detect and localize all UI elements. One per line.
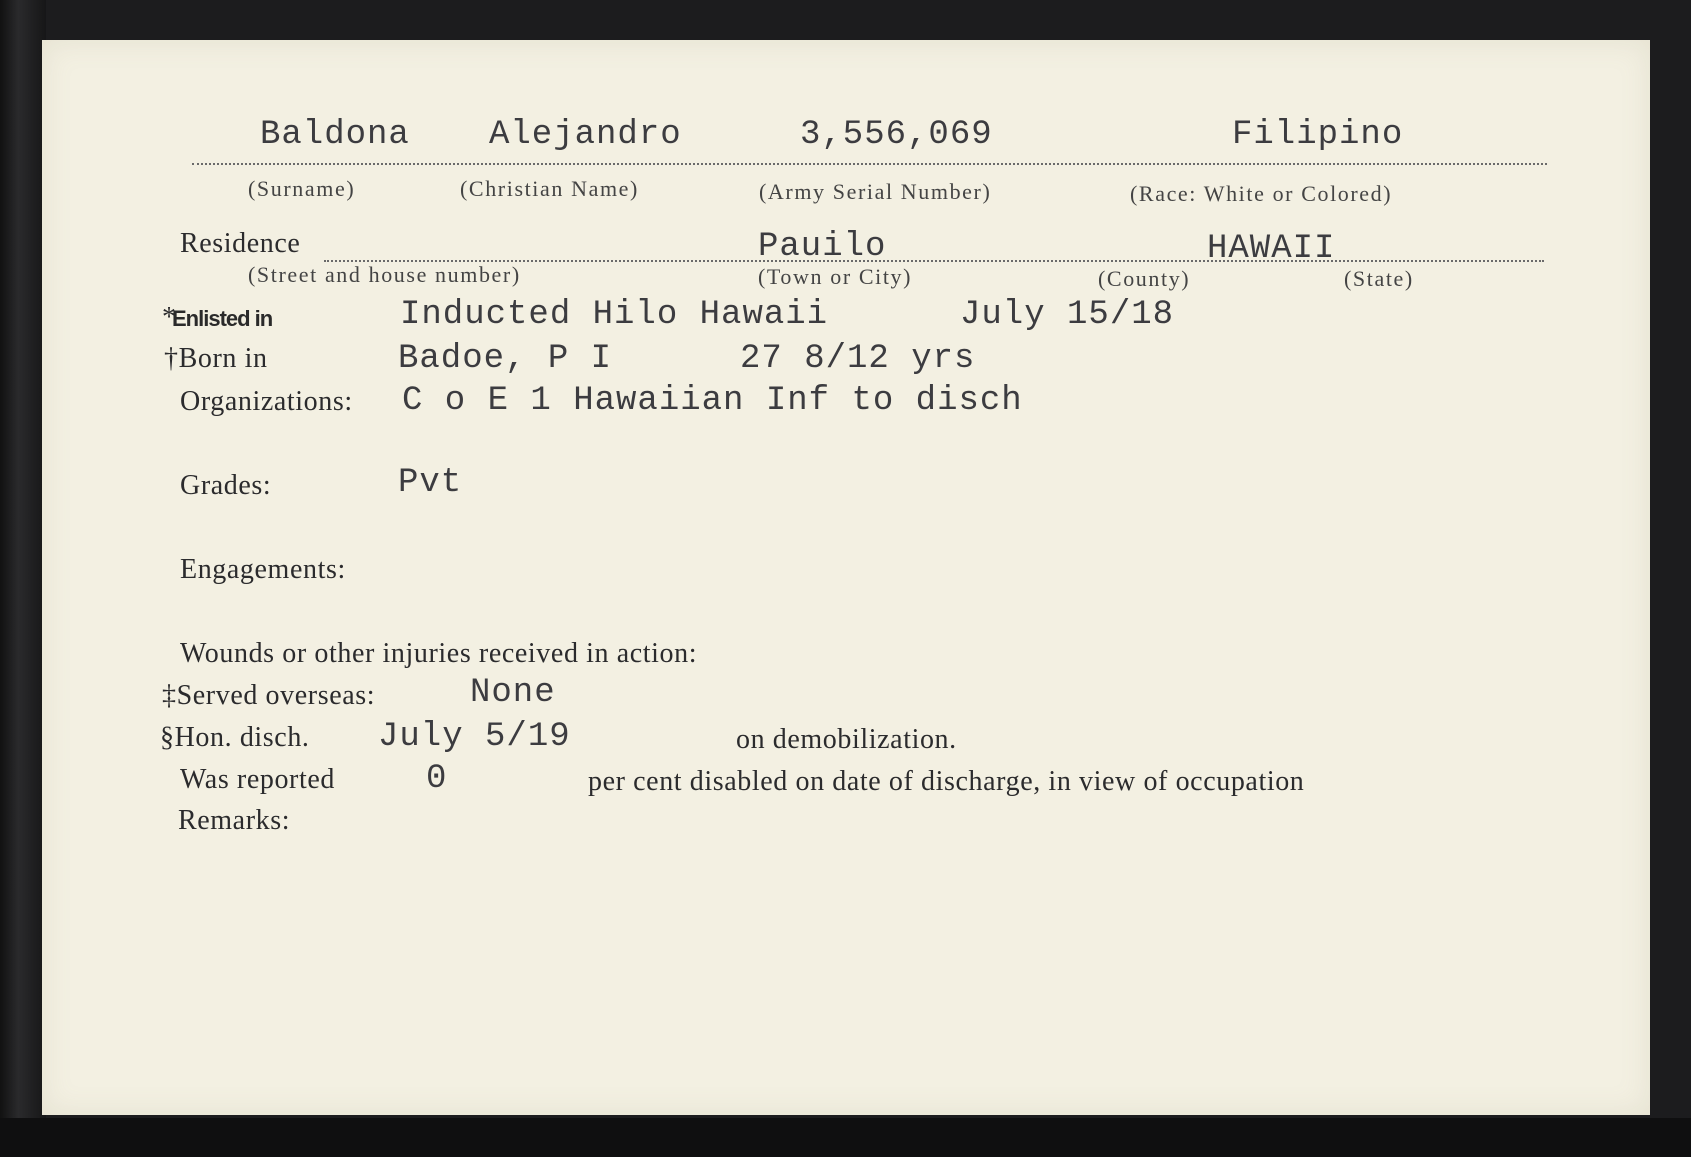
county-caption: (County)	[1098, 266, 1191, 291]
enlisted-asterisk: *	[162, 302, 177, 333]
discharge-label: §Hon. disch.	[160, 722, 310, 753]
serial-number-value: 3,556,069	[800, 116, 993, 154]
race-caption: (Race: White or Colored)	[1130, 181, 1393, 206]
organizations-label: Organizations:	[180, 386, 353, 417]
enlisted-label-struck: Enlisted in	[172, 306, 273, 331]
remarks-label: Remarks:	[178, 805, 291, 836]
christian-name-value: Alejandro	[489, 116, 682, 154]
scan-bottom-edge	[0, 1118, 1691, 1157]
grades-value: Pvt	[398, 464, 463, 502]
surname-value: Baldona	[260, 116, 410, 154]
disability-suffix: per cent disabled on date of discharge, in view of occupation	[588, 766, 1305, 797]
town-caption: (Town or City)	[758, 264, 913, 289]
state-caption: (State)	[1344, 266, 1414, 291]
grades-label: Grades:	[180, 470, 272, 501]
discharge-suffix: on demobilization.	[736, 724, 957, 755]
street-caption: (Street and house number)	[248, 262, 521, 287]
organizations-value: C o E 1 Hawaiian Inf to disch	[402, 382, 1023, 420]
born-label: †Born in	[164, 343, 268, 374]
christian-name-caption: (Christian Name)	[460, 176, 639, 201]
header-dotted-line	[192, 163, 1547, 165]
disability-value: 0	[426, 760, 448, 798]
enlisted-place-value: Inducted Hilo Hawaii	[400, 296, 829, 334]
disability-label: Was reported	[180, 764, 335, 795]
born-place-value: Badoe, P I	[398, 340, 613, 378]
overseas-label: ‡Served overseas:	[162, 680, 376, 711]
residence-label: Residence	[180, 228, 301, 259]
surname-caption: (Surname)	[248, 176, 356, 201]
wounds-label: Wounds or other injuries received in action:	[180, 638, 698, 669]
residence-town-value: Pauilo	[758, 228, 887, 266]
enlisted-date-value: July 15/18	[960, 296, 1175, 334]
engagements-label: Engagements:	[180, 554, 346, 585]
service-record-card	[42, 40, 1650, 1115]
overseas-value: None	[470, 674, 556, 712]
residence-state-value: HAWAII	[1207, 230, 1336, 268]
race-value: Filipino	[1232, 116, 1404, 154]
binder-edge	[0, 0, 46, 1157]
born-age-value: 27 8/12 yrs	[740, 340, 976, 378]
serial-number-caption: (Army Serial Number)	[759, 179, 992, 204]
discharge-date-value: July 5/19	[378, 718, 571, 756]
